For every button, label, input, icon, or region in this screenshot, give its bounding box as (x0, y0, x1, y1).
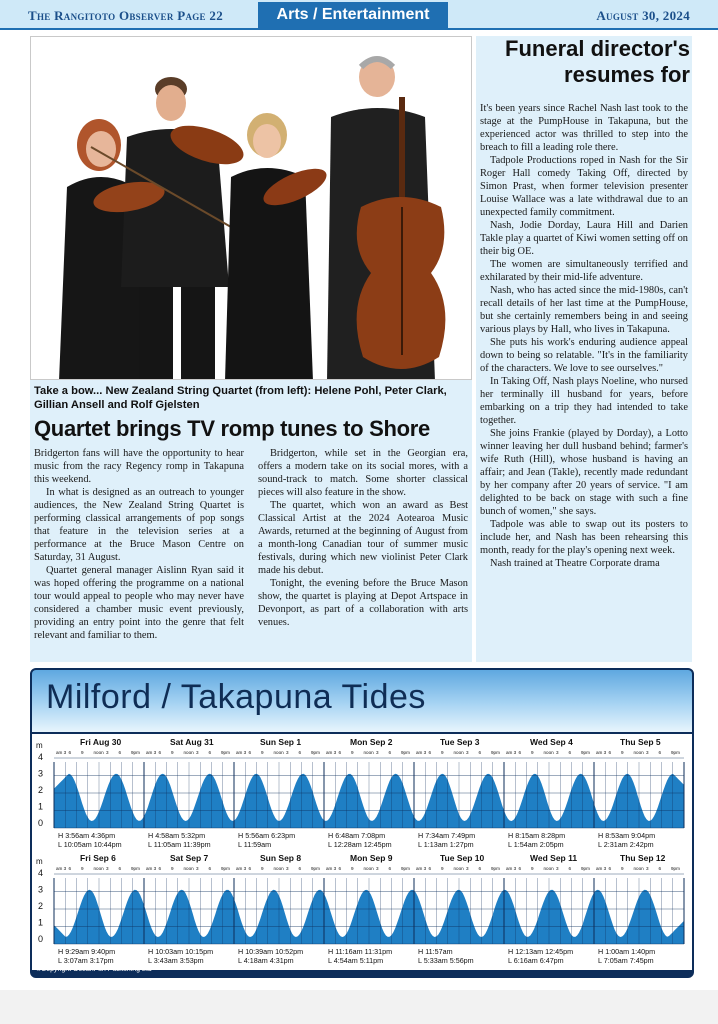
hour-tick-label: am 3 (236, 866, 247, 871)
hour-tick-label: 6 (208, 866, 212, 871)
tide-day-label: Thu Sep 12 (620, 853, 666, 863)
hour-tick-label: 9pm (671, 750, 680, 755)
hour-tick-label: 6 (248, 866, 252, 871)
hour-tick-label: 6 (428, 866, 432, 871)
hour-tick-label: noon (453, 750, 464, 755)
y-tick-label: 0 (38, 934, 44, 944)
hour-tick-label: 9 (441, 866, 444, 871)
hour-tick-label: 9pm (491, 866, 500, 871)
hour-tick-label: am 3 (596, 866, 607, 871)
low-tide-times: L 2:31am 2:42pm (598, 840, 654, 849)
hour-tick-label: 6 (158, 866, 162, 871)
hour-tick-label: noon (543, 750, 554, 755)
tide-day-label: Fri Aug 30 (80, 737, 122, 747)
hour-tick-label: noon (543, 866, 554, 871)
hour-tick-label: 6 (388, 866, 392, 871)
hour-tick-label: 9pm (671, 866, 680, 871)
tide-week-chart (32, 850, 692, 966)
article-paragraph: The quartet, which won an award as Best Classical Artist at the 2024 Aotearoa Music Awards, returned at the beginning of August from a month-long Canadian tour of summer music festivals, during which new violinist Peter Clark made his debut. (258, 500, 468, 576)
hour-tick-label: am 3 (416, 750, 427, 755)
tide-day-label: Sun Sep 8 (260, 853, 302, 863)
y-tick-label: 4 (38, 868, 44, 878)
tide-chart-panel (30, 668, 694, 978)
hour-tick-label: 9 (81, 866, 84, 871)
hour-tick-label: 9pm (401, 866, 410, 871)
high-tide-times: H 9:29am 9:40pm (58, 947, 116, 956)
quartet-headline: Quartet brings TV romp tunes to Shore (34, 416, 430, 441)
tide-week-2 (32, 850, 692, 970)
hour-tick-label: 6 (338, 750, 342, 755)
tide-day-label: Sat Sep 7 (170, 853, 209, 863)
hour-tick-label: 9 (171, 750, 174, 755)
hour-tick-label: 9 (261, 750, 264, 755)
high-tide-times: H 12:13am 12:45pm (508, 947, 574, 956)
article-paragraph: In what is designed as an outreach to younger audiences, the New Zealand String Quartet is performing classical arrangements of pop songs that feature in the television series at a performance at the Bruce Mason Centre on Saturday, 31 August. (34, 487, 244, 563)
y-tick-label: 2 (38, 901, 44, 911)
hour-tick-label: 3 (556, 866, 559, 871)
y-tick-label: 0 (38, 818, 44, 828)
hour-tick-label: 9 (621, 866, 624, 871)
tide-week-1 (32, 734, 692, 854)
hour-tick-label: 6 (658, 750, 662, 755)
hour-tick-label: 6 (608, 750, 612, 755)
hour-tick-label: 3 (376, 750, 379, 755)
hour-tick-label: 3 (196, 866, 199, 871)
funeral-headline: Funeral director's resumes for (505, 36, 690, 87)
y-tick-label: 1 (38, 801, 44, 812)
low-tide-times: L 12:28am 12:45pm (328, 840, 392, 849)
hour-tick-label: noon (183, 866, 194, 871)
hour-tick-label: 3 (376, 866, 379, 871)
hour-tick-label: 3 (106, 866, 109, 871)
tide-day-label: Wed Sep 4 (530, 737, 573, 747)
hour-tick-label: 6 (428, 750, 432, 755)
hour-tick-label: 6 (518, 750, 522, 755)
high-tide-times: H 8:53am 9:04pm (598, 831, 656, 840)
hour-tick-label: 6 (298, 866, 302, 871)
hour-tick-label: noon (363, 866, 374, 871)
quartet-article-body (34, 447, 468, 642)
hour-tick-label: 9pm (401, 750, 410, 755)
low-tide-times: L 1:13am 1:27pm (418, 840, 474, 849)
article-paragraph: In Taking Off, Nash plays Noeline, who nursed her terminally ill husband for years, before embarking on a trip they had intended to take together. (480, 376, 688, 426)
article-paragraph: She puts his work's enduring audience appeal down to being so relatable. "It's in the familiarity of the characters. We love to see ourselves." (480, 337, 688, 374)
low-tide-times: L 1:54am 2:05pm (508, 840, 564, 849)
hour-tick-label: 6 (658, 866, 662, 871)
tide-copyright: ©Copyright OceanFun Publishing Ltd (36, 966, 152, 973)
tide-day-label: Thu Sep 5 (620, 737, 661, 747)
hour-tick-label: 6 (518, 866, 522, 871)
hour-tick-label: 6 (568, 866, 572, 871)
hour-tick-label: am 3 (146, 866, 157, 871)
hour-tick-label: noon (183, 750, 194, 755)
high-tide-times: H 11:16am 11:31pm (328, 947, 393, 956)
low-tide-times: L 3:43am 3:53pm (148, 956, 204, 965)
hour-tick-label: am 3 (506, 866, 517, 871)
article-paragraph: Bridgerton fans will have the opportunity to hear music from the racy Regency romp in Takapuna this weekend. (34, 448, 244, 485)
section-tab: Arts / Entertainment (258, 2, 448, 28)
hour-tick-label: 3 (196, 750, 199, 755)
hour-tick-label: 9 (441, 750, 444, 755)
hour-tick-label: 9pm (311, 750, 320, 755)
tide-day-label: Tue Sep 10 (440, 853, 485, 863)
high-tide-times: H 11:57am (418, 947, 453, 956)
hour-tick-label: am 3 (56, 866, 67, 871)
low-tide-times: L 5:33am 5:56pm (418, 956, 474, 965)
hour-tick-label: 3 (286, 750, 289, 755)
hour-tick-label: 6 (68, 866, 72, 871)
low-tide-times: L 4:18am 4:31pm (238, 956, 294, 965)
y-tick-label: 2 (38, 785, 44, 795)
hour-tick-label: noon (273, 750, 284, 755)
hour-tick-label: 3 (286, 866, 289, 871)
hour-tick-label: noon (453, 866, 464, 871)
low-tide-times: L 4:54am 5:11pm (328, 956, 384, 965)
hour-tick-label: 9pm (221, 866, 230, 871)
hour-tick-label: 6 (338, 866, 342, 871)
hour-tick-label: am 3 (326, 750, 337, 755)
high-tide-times: H 4:58am 5:32pm (148, 831, 206, 840)
tide-day-label: Wed Sep 11 (530, 853, 578, 863)
high-tide-times: H 6:48am 7:08pm (328, 831, 386, 840)
photo-caption: Take a bow... New Zealand String Quartet (from left): Helene Pohl, Peter Clark, Gillian Ansell and Rolf Gjelsten (34, 385, 447, 411)
high-tide-times: H 10:03am 10:15pm (148, 947, 214, 956)
hour-tick-label: noon (273, 866, 284, 871)
hour-tick-label: 9 (531, 866, 534, 871)
funeral-director-story (476, 36, 692, 662)
hour-tick-label: am 3 (596, 750, 607, 755)
high-tide-times: H 3:56am 4:36pm (58, 831, 116, 840)
hour-tick-label: noon (363, 750, 374, 755)
hour-tick-label: 6 (118, 750, 122, 755)
axis-unit: m (36, 857, 43, 866)
article-paragraph: It's been years since Rachel Nash last took to the stage at the PumpHouse in Takapuna, but the experienced actor was thrilled to step into the breach to fill a leading role there. (480, 103, 688, 153)
y-tick-label: 4 (38, 752, 44, 762)
hour-tick-label: 6 (478, 866, 482, 871)
hour-tick-label: 3 (106, 750, 109, 755)
low-tide-times: L 10:05am 10:44pm (58, 840, 122, 849)
low-tide-times: L 6:16am 6:47pm (508, 956, 564, 965)
hour-tick-label: am 3 (506, 750, 517, 755)
high-tide-times: H 1:00am 1:40pm (598, 947, 656, 956)
hour-tick-label: 9 (261, 866, 264, 871)
hour-tick-label: 6 (388, 750, 392, 755)
hour-tick-label: 9pm (131, 866, 140, 871)
hour-tick-label: 6 (248, 750, 252, 755)
hour-tick-label: 9pm (131, 750, 140, 755)
quartet-story (30, 36, 472, 662)
hour-tick-label: 9 (351, 750, 354, 755)
low-tide-times: L 11:59am (238, 840, 272, 849)
hour-tick-label: 6 (118, 866, 122, 871)
tide-week-chart (32, 734, 692, 850)
hour-tick-label: noon (93, 866, 104, 871)
hour-tick-label: 9 (531, 750, 534, 755)
page-header (0, 0, 718, 30)
tide-day-label: Mon Sep 2 (350, 737, 393, 747)
tide-day-label: Tue Sep 3 (440, 737, 480, 747)
hour-tick-label: 9 (351, 866, 354, 871)
article-paragraph: Quartet general manager Aislinn Ryan said it was hoped offering the programme on a national tour would appeal to people who may never have considered a chamber music event previously, providing an entry point into the genre that felt relevant and familiar to them. (34, 565, 244, 641)
hour-tick-label: 6 (208, 750, 212, 755)
high-tide-times: H 7:34am 7:49pm (418, 831, 476, 840)
hour-tick-label: 9 (81, 750, 84, 755)
publication-name: The Rangitoto Observer Page 22 (28, 8, 223, 23)
hour-tick-label: noon (633, 750, 644, 755)
hour-tick-label: 6 (568, 750, 572, 755)
y-tick-label: 3 (38, 884, 44, 895)
hour-tick-label: 3 (466, 866, 469, 871)
hour-tick-label: am 3 (416, 866, 427, 871)
article-paragraph: Nash trained at Theatre Corporate drama (490, 558, 660, 569)
tide-title-banner (32, 670, 692, 732)
article-paragraph: Tadpole was able to swap out its posters to include her, and Nash has been rehearsing this month, ready for the play's opening next week. (480, 519, 688, 556)
tide-title: Milford / Takapuna Tides (46, 678, 426, 716)
hour-tick-label: 6 (298, 750, 302, 755)
y-tick-label: 1 (38, 917, 44, 928)
low-tide-times: L 11:05am 11:39pm (148, 840, 211, 849)
high-tide-times: H 8:15am 8:28pm (508, 831, 566, 840)
y-tick-label: 3 (38, 768, 44, 779)
hour-tick-label: 3 (646, 750, 649, 755)
article-paragraph: Tadpole Productions roped in Nash for the Sir Roger Hall comedy Taking Off, directed by Simon Prast, when former television presenter Louise Wallace was a late withdrawal due to an unexpected family commitment. (480, 155, 688, 218)
hour-tick-label: 6 (478, 750, 482, 755)
tide-day-label: Fri Sep 6 (80, 853, 116, 863)
article-paragraph: The women are simultaneously terrified and exhilarated by their mid-life adventure. (480, 259, 688, 283)
article-paragraph: Nash, Jodie Dorday, Laura Hill and Darien Takle play a quartet of Kiwi women setting off on their big OE. (480, 220, 688, 257)
hour-tick-label: am 3 (236, 750, 247, 755)
hour-tick-label: 9pm (581, 750, 590, 755)
hour-tick-label: 6 (68, 750, 72, 755)
high-tide-times: H 10:39am 10:52pm (238, 947, 304, 956)
article-paragraph: Nash, who has acted since the mid-1980s, can't recall details of her last time at the PumpHouse, but she certainly remembers being in and seeing various plays by Hall, who lives in Takapuna. (480, 285, 688, 335)
tide-day-label: Sat Aug 31 (170, 737, 214, 747)
hour-tick-label: 9pm (311, 866, 320, 871)
quartet-illustration (31, 37, 472, 380)
hour-tick-label: noon (93, 750, 104, 755)
axis-unit: m (36, 741, 43, 750)
tide-day-label: Mon Sep 9 (350, 853, 393, 863)
hour-tick-label: 3 (466, 750, 469, 755)
hour-tick-label: 6 (158, 750, 162, 755)
hour-tick-label: am 3 (146, 750, 157, 755)
hour-tick-label: 3 (646, 866, 649, 871)
low-tide-times: L 7:05am 7:45pm (598, 956, 654, 965)
tide-day-label: Sun Sep 1 (260, 737, 302, 747)
hour-tick-label: 9pm (221, 750, 230, 755)
article-paragraph: She joins Frankie (played by Dorday), a Lotto winner leaving her dull husband behind; farmer's wife Ruth (Hill), whose husband is having an affair; and Jean (Takle), recently made redundant by her company after 20 years of service. "I am delighted to be back on stage with such a fine bunch of women," she says. (480, 428, 688, 517)
issue-date: August 30, 2024 (596, 8, 690, 23)
hour-tick-label: 9 (621, 750, 624, 755)
hour-tick-label: 6 (608, 866, 612, 871)
low-tide-times: L 3:07am 3:17pm (58, 956, 114, 965)
hour-tick-label: noon (633, 866, 644, 871)
hour-tick-label: 3 (556, 750, 559, 755)
article-paragraph: Bridgerton, while set in the Georgian era, offers a modern take on its social mores, with a sound-track to match. Some shorter classical pieces will also feature in the show. (258, 448, 468, 498)
article-paragraph: Tonight, the evening before the Bruce Mason show, the quartet is playing at Depot Artspace in Devonport, as part of a collaboration with arts venues. (258, 578, 468, 628)
hour-tick-label: am 3 (326, 866, 337, 871)
page-footer-bar (0, 990, 718, 1024)
hour-tick-label: 9pm (491, 750, 500, 755)
hour-tick-label: am 3 (56, 750, 67, 755)
quartet-photo (30, 36, 472, 380)
hour-tick-label: 9pm (581, 866, 590, 871)
funeral-article-body (480, 102, 688, 570)
hour-tick-label: 9 (171, 866, 174, 871)
high-tide-times: H 5:56am 6:23pm (238, 831, 296, 840)
